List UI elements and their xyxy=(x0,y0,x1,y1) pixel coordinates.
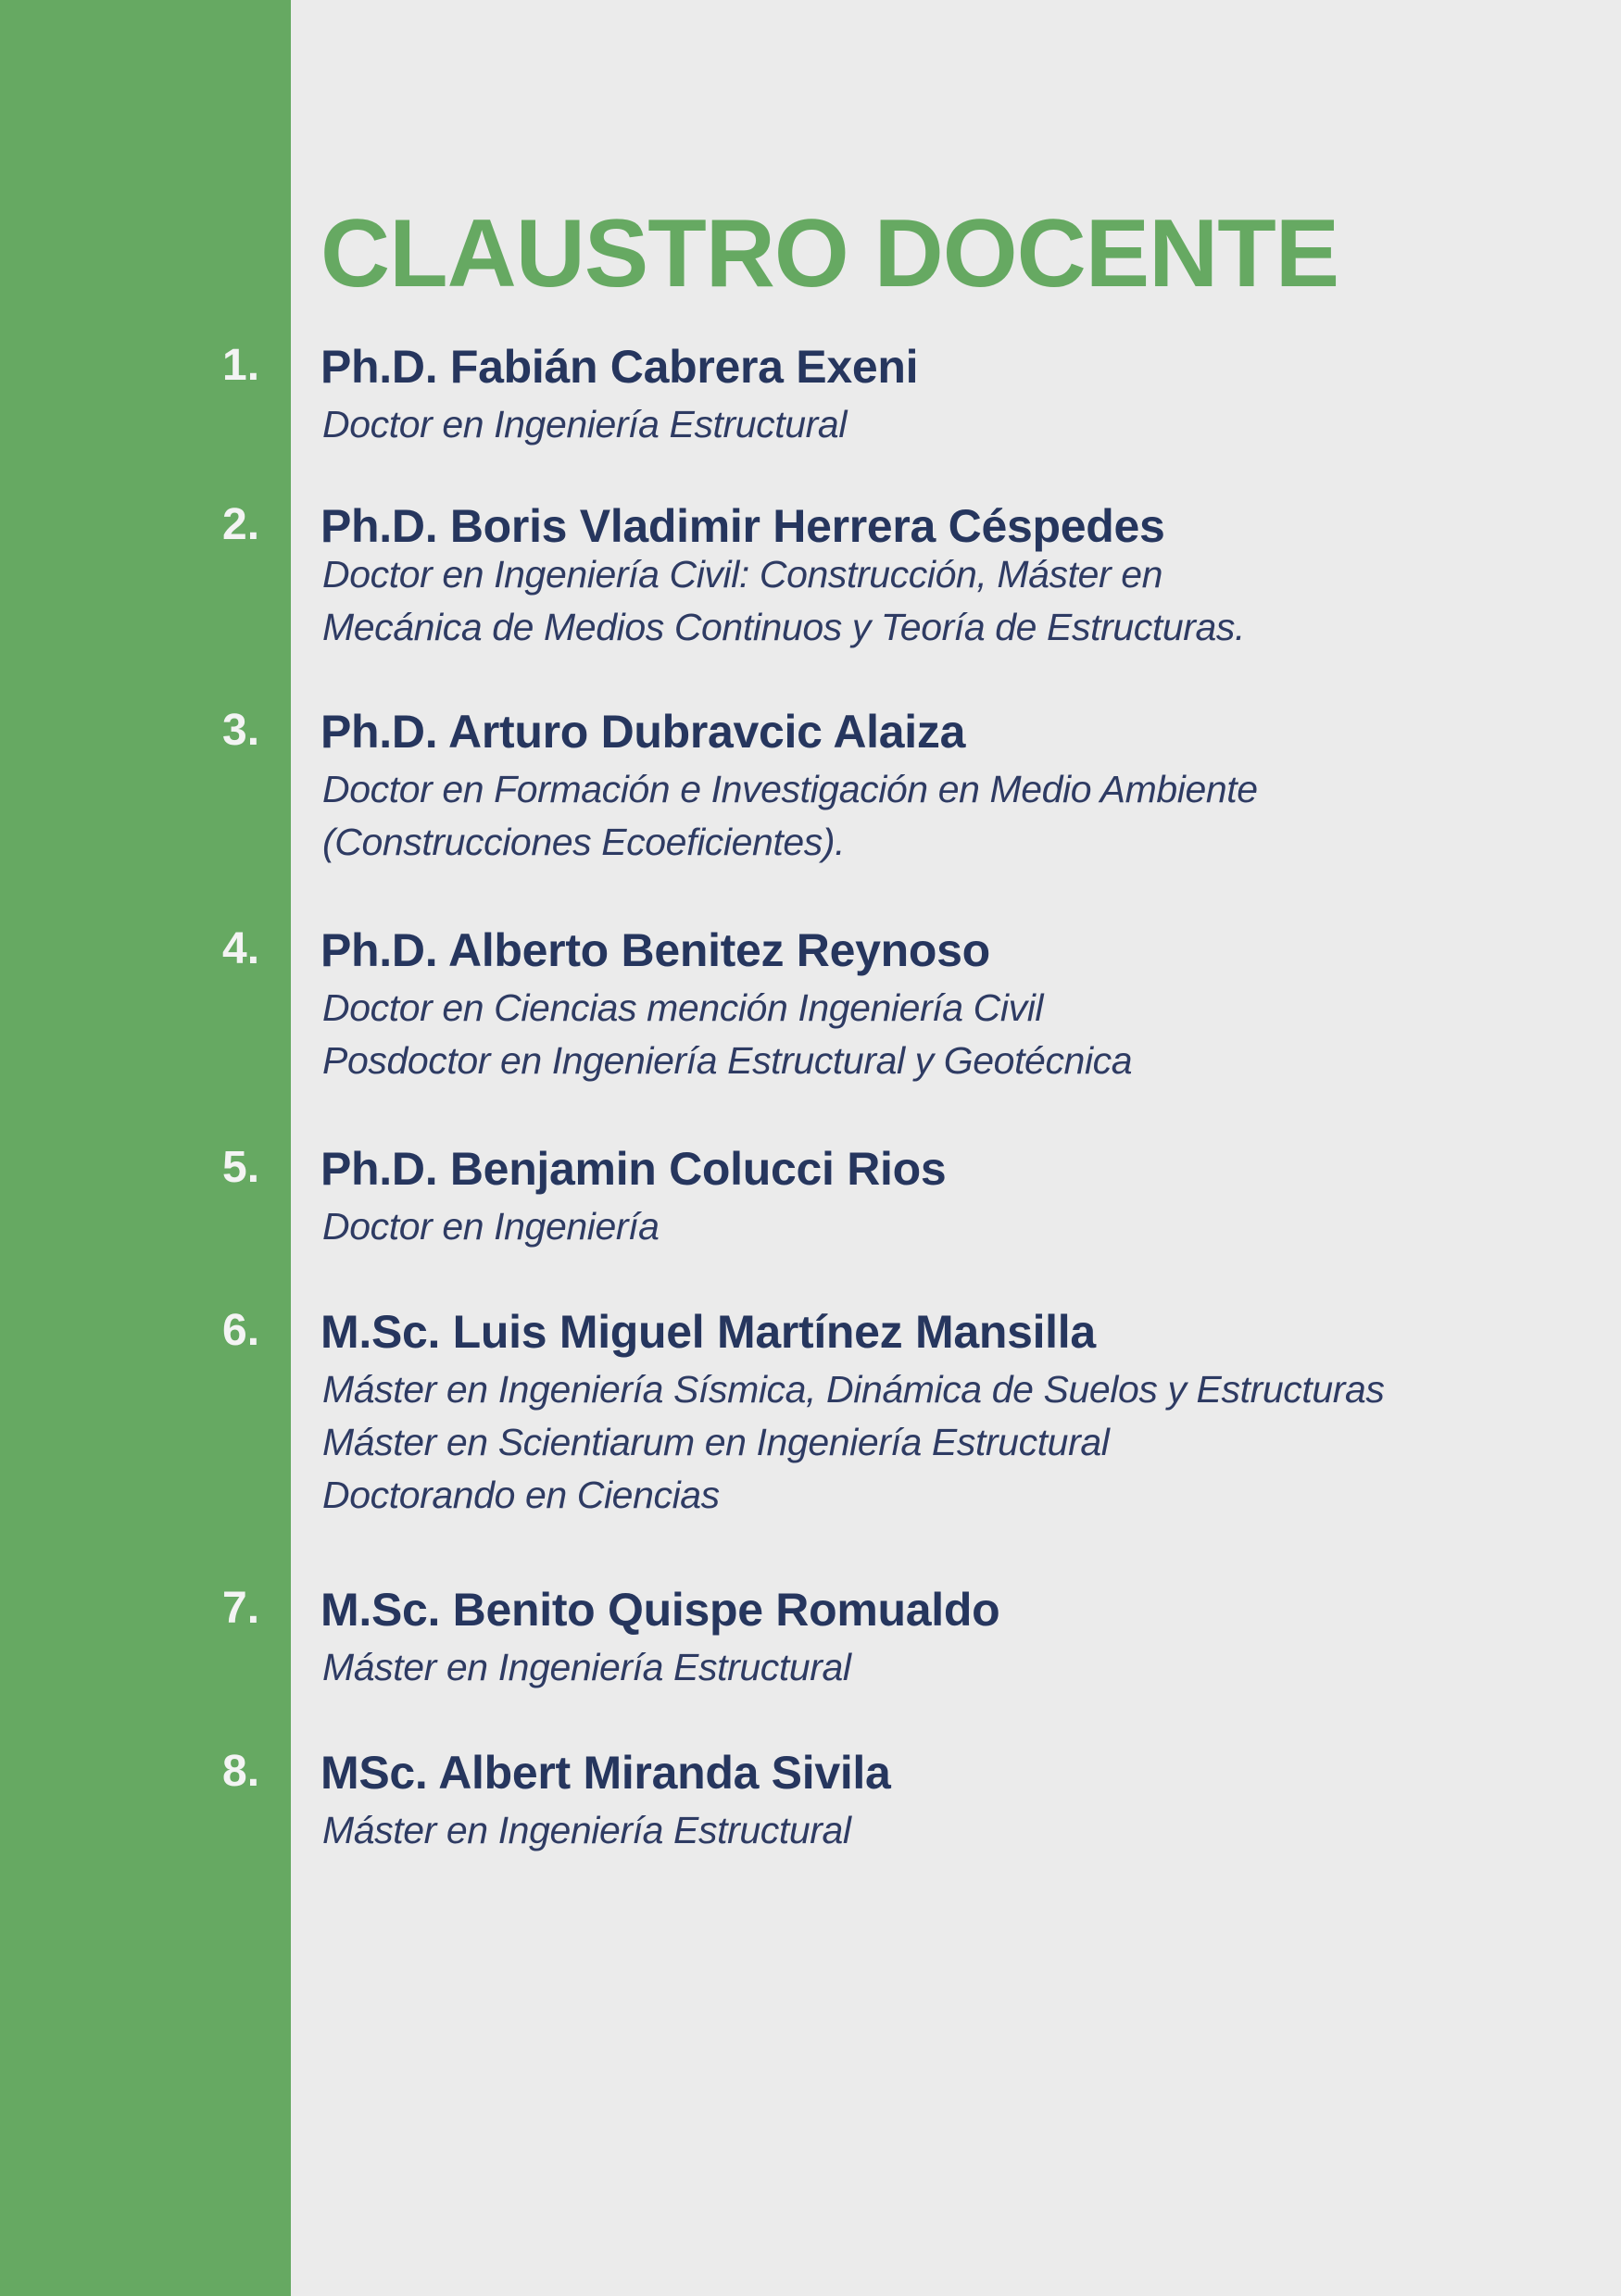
page-title: CLAUSTRO DOCENTE xyxy=(320,200,1339,307)
entry-number: 1. xyxy=(222,341,260,390)
faculty-name: Ph.D. Boris Vladimir Herrera Céspedes xyxy=(320,500,1165,552)
faculty-name: M.Sc. Luis Miguel Martínez Mansilla xyxy=(320,1306,1096,1358)
degree-line: Máster en Scientiarum en Ingeniería Estructural xyxy=(322,1421,1110,1463)
entry-number: 8. xyxy=(222,1747,260,1796)
faculty-name: Ph.D. Alberto Benitez Reynoso xyxy=(320,924,990,976)
degree-line: Doctor en Ingeniería Estructural xyxy=(322,403,848,445)
degree-list xyxy=(322,982,1132,1087)
degree-line: Posdoctor en Ingeniería Estructural y Geotécnica xyxy=(322,1039,1133,1082)
entry-number: 3. xyxy=(222,706,260,755)
degree-line: Doctor en Ciencias mención Ingeniería Civil xyxy=(322,986,1044,1029)
entry-number: 4. xyxy=(222,924,260,973)
degree-list xyxy=(322,763,1258,869)
degree-list xyxy=(322,1804,851,1857)
degree-line: Máster en Ingeniería Estructural xyxy=(322,1646,851,1688)
degree-line: Doctorando en Ciencias xyxy=(322,1474,720,1516)
degree-list xyxy=(322,548,1245,654)
entry-number: 6. xyxy=(222,1306,260,1355)
degree-list xyxy=(322,1363,1384,1522)
faculty-name: MSc. Albert Miranda Sivila xyxy=(320,1747,891,1799)
entry-number: 2. xyxy=(222,500,260,549)
degree-line: Máster en Ingeniería Sísmica, Dinámica de Suelos y Estructuras xyxy=(322,1368,1385,1411)
faculty-name: Ph.D. Fabián Cabrera Exeni xyxy=(320,341,919,393)
faculty-name: M.Sc. Benito Quispe Romualdo xyxy=(320,1584,1000,1636)
degree-line: Máster en Ingeniería Estructural xyxy=(322,1809,851,1851)
entry-number: 5. xyxy=(222,1143,260,1192)
degree-list xyxy=(322,1641,851,1694)
degree-list xyxy=(322,1200,660,1253)
degree-line: Mecánica de Medios Continuos y Teoría de Estructuras. xyxy=(322,606,1245,648)
entry-number: 7. xyxy=(222,1584,260,1633)
faculty-name: Ph.D. Arturo Dubravcic Alaiza xyxy=(320,706,966,758)
degree-line: Doctor en Ingeniería xyxy=(322,1205,660,1248)
degree-line: Doctor en Ingeniería Civil: Construcción, Máster en xyxy=(322,553,1163,596)
degree-line: (Construcciones Ecoeficientes). xyxy=(322,821,846,863)
degree-line: Doctor en Formación e Investigación en Medio Ambiente xyxy=(322,768,1258,810)
faculty-name: Ph.D. Benjamin Colucci Rios xyxy=(320,1143,947,1195)
degree-list xyxy=(322,398,847,451)
